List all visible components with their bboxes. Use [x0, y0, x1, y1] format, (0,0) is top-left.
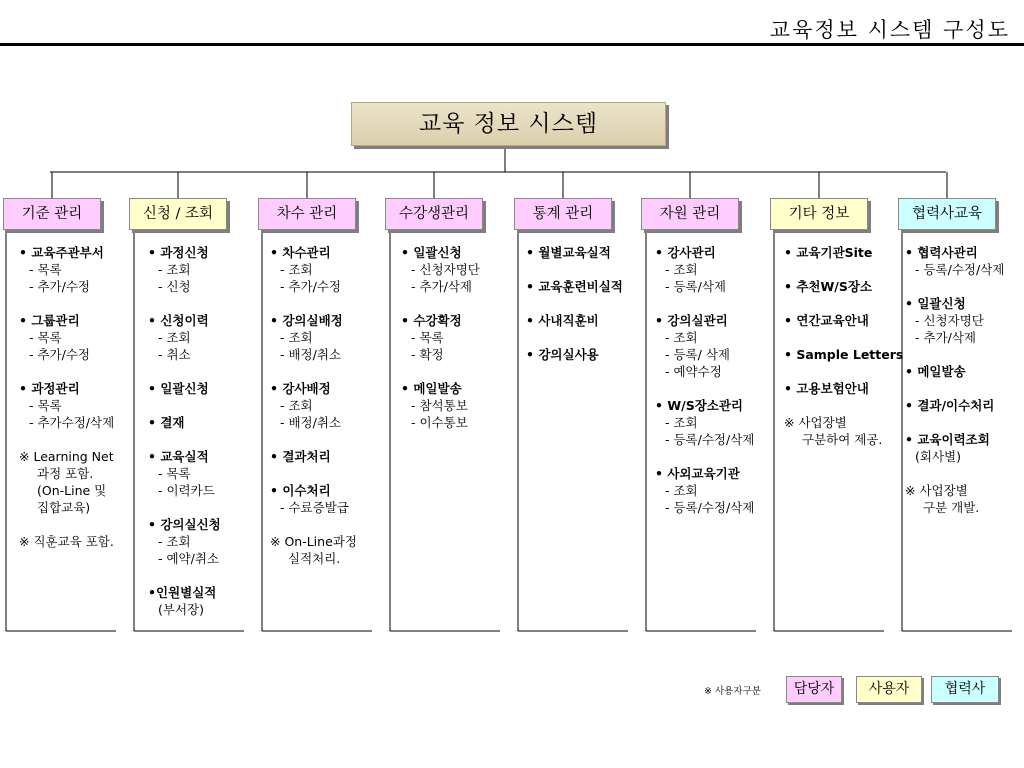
list-item	[148, 448, 221, 499]
list-item	[401, 380, 480, 431]
item-sub: - 조회	[158, 330, 191, 345]
category-column-8	[905, 244, 1004, 533]
item-sub: (회사별)	[915, 449, 961, 464]
list-item	[270, 448, 357, 465]
item-sub: - 목록	[158, 466, 191, 481]
item-title: • 강의실사용	[526, 347, 599, 362]
list-item	[270, 533, 357, 567]
item-title: • 강사배정	[270, 381, 331, 396]
list-item	[19, 448, 114, 516]
item-sub: - 확정	[411, 347, 444, 362]
category-column-6	[655, 244, 754, 533]
item-title: • 그룹관리	[19, 313, 80, 328]
item-title: • 신청이력	[148, 313, 209, 328]
category-column-4	[401, 244, 480, 448]
item-title: • 고용보험안내	[784, 381, 869, 396]
item-sub: - 신청	[158, 279, 191, 294]
item-note: (On-Line 및	[37, 483, 107, 498]
list-item	[784, 312, 903, 329]
item-sub: - 배정/취소	[280, 347, 341, 362]
item-sub: - 참석통보	[411, 398, 468, 413]
list-item	[655, 312, 754, 380]
item-sub: - 신청자명단	[411, 262, 480, 277]
category-column-5	[526, 244, 623, 380]
item-title: • 차수관리	[270, 245, 331, 260]
category-column-3	[270, 244, 357, 584]
list-item	[19, 380, 114, 431]
item-title: • W/S장소관리	[655, 398, 743, 413]
list-item	[148, 584, 221, 618]
item-sub: - 등록/수정/삭제	[665, 432, 755, 447]
list-item	[905, 482, 1004, 516]
list-item	[784, 380, 903, 397]
item-title: • Sample Letters	[784, 347, 904, 362]
item-sub: - 조회	[280, 330, 313, 345]
item-sub: - 조회	[158, 534, 191, 549]
item-sub: - 조회	[665, 330, 698, 345]
item-title: • 강의실배정	[270, 313, 343, 328]
item-title: • 교육기관Site	[784, 245, 873, 260]
item-title: • 과정신청	[148, 245, 209, 260]
list-item	[526, 278, 623, 295]
list-item	[655, 465, 754, 516]
category-box-8: 협력사교육	[898, 198, 996, 230]
page-title: 교육정보 시스템 구성도	[769, 18, 1010, 42]
legend-user: 사용자	[856, 676, 922, 703]
item-title: • 메일발송	[905, 364, 966, 379]
item-note: ※ 사업장별	[784, 415, 847, 430]
item-title: • 결재	[148, 415, 185, 430]
list-item	[905, 397, 1004, 414]
item-title: • 강의실관리	[655, 313, 728, 328]
item-sub: - 추가/수정	[29, 347, 90, 362]
title-divider	[0, 43, 1024, 46]
item-title: • 메일발송	[401, 381, 462, 396]
item-sub: - 신청자명단	[915, 313, 984, 328]
item-sub: - 이력카드	[158, 483, 215, 498]
item-title: • 협력사관리	[905, 245, 978, 260]
category-box-7: 기타 정보	[770, 198, 868, 230]
category-column-2	[148, 244, 221, 635]
item-sub: - 목록	[29, 330, 62, 345]
list-item	[526, 244, 623, 261]
list-item	[148, 312, 221, 363]
item-title: • 월별교육실적	[526, 245, 611, 260]
list-item	[905, 431, 1004, 465]
item-title: •인원별실적	[148, 585, 217, 600]
item-sub: - 추가수정/삭제	[29, 415, 115, 430]
item-sub: - 조회	[665, 262, 698, 277]
list-item	[526, 346, 623, 363]
item-title: • 교육주관부서	[19, 245, 104, 260]
item-title: • 일괄신청	[401, 245, 462, 260]
item-title: • 일괄신청	[905, 296, 966, 311]
legend-label: ※ 사용자구분	[704, 686, 761, 697]
item-title: • 연간교육안내	[784, 313, 869, 328]
list-item	[905, 244, 1004, 278]
item-sub: - 추가/수정	[29, 279, 90, 294]
item-sub: - 목록	[29, 398, 62, 413]
item-sub: - 이수통보	[411, 415, 468, 430]
item-title: • 교육훈련비실적	[526, 279, 623, 294]
item-title: • 결과처리	[270, 449, 331, 464]
item-title: • 강사관리	[655, 245, 716, 260]
item-sub: - 조회	[280, 262, 313, 277]
item-title: • 수강확정	[401, 313, 462, 328]
item-sub: - 예약/취소	[158, 551, 219, 566]
item-title: • 일괄신청	[148, 381, 209, 396]
item-title: • 이수처리	[270, 483, 331, 498]
item-sub: - 추가/삭제	[915, 330, 976, 345]
item-title: • 결과/이수처리	[905, 398, 995, 413]
list-item	[526, 312, 623, 329]
item-note: 과정 포함.	[37, 466, 94, 481]
item-sub: - 조회	[280, 398, 313, 413]
list-item	[270, 312, 357, 363]
category-box-5: 통계 관리	[514, 198, 612, 230]
list-item	[148, 516, 221, 567]
list-item	[148, 244, 221, 295]
list-item	[270, 244, 357, 295]
item-note: ※ Learning Net	[19, 449, 114, 464]
list-item	[905, 363, 1004, 380]
category-box-3: 차수 관리	[258, 198, 356, 230]
list-item	[401, 244, 480, 295]
item-sub: - 추가/삭제	[411, 279, 472, 294]
list-item	[19, 244, 114, 295]
legend-manager: 담당자	[786, 676, 842, 703]
category-box-2: 신청 / 조회	[129, 198, 227, 230]
list-item	[270, 482, 357, 516]
list-item	[401, 312, 480, 363]
item-title: • 사외교육기관	[655, 466, 740, 481]
list-item	[905, 295, 1004, 346]
item-sub: - 등록/ 삭제	[665, 347, 730, 362]
root-node: 교육 정보 시스템	[351, 102, 666, 146]
item-sub: - 조회	[158, 262, 191, 277]
item-sub: - 취소	[158, 347, 191, 362]
category-box-6: 자원 관리	[641, 198, 739, 230]
item-sub: (부서장)	[158, 602, 204, 617]
item-sub: - 등록/수정/삭제	[665, 500, 755, 515]
item-note: 집합교육)	[37, 500, 91, 515]
list-item	[784, 244, 903, 261]
legend-partner: 협력사	[931, 676, 999, 703]
item-title: • 사내직훈비	[526, 313, 599, 328]
category-column-1	[19, 244, 114, 567]
item-sub: - 추가/수정	[280, 279, 341, 294]
category-box-1: 기준 관리	[3, 198, 101, 230]
item-sub: - 등록/삭제	[665, 279, 726, 294]
item-note: ※ On-Line과정	[270, 534, 357, 549]
item-title: • 과정관리	[19, 381, 80, 396]
list-item	[655, 244, 754, 295]
item-note: 구분 개발.	[923, 500, 980, 515]
item-note: 실적처리.	[288, 551, 341, 566]
list-item	[270, 380, 357, 431]
list-item	[784, 346, 903, 363]
item-sub: - 예약수정	[665, 364, 722, 379]
item-title: • 강의실신청	[148, 517, 221, 532]
category-column-7	[784, 244, 903, 465]
item-title: • 추천W/S장소	[784, 279, 872, 294]
item-sub: - 수료증발급	[280, 500, 349, 515]
item-title: • 교육이력조회	[905, 432, 990, 447]
list-item	[655, 397, 754, 448]
item-note: ※ 사업장별	[905, 483, 968, 498]
item-sub: - 배정/취소	[280, 415, 341, 430]
item-sub: - 조회	[665, 415, 698, 430]
item-title: • 교육실적	[148, 449, 209, 464]
item-sub: - 조회	[665, 483, 698, 498]
item-note: 구분하여 제공.	[802, 432, 883, 447]
category-box-4: 수강생관리	[385, 198, 483, 230]
item-sub: - 목록	[29, 262, 62, 277]
list-item	[148, 380, 221, 397]
list-item	[148, 414, 221, 431]
item-sub: - 등록/수정/삭제	[915, 262, 1005, 277]
list-item	[784, 414, 903, 448]
item-note: ※ 직훈교육 포함.	[19, 534, 114, 549]
list-item	[784, 278, 903, 295]
list-item	[19, 533, 114, 550]
list-item	[19, 312, 114, 363]
item-sub: - 목록	[411, 330, 444, 345]
